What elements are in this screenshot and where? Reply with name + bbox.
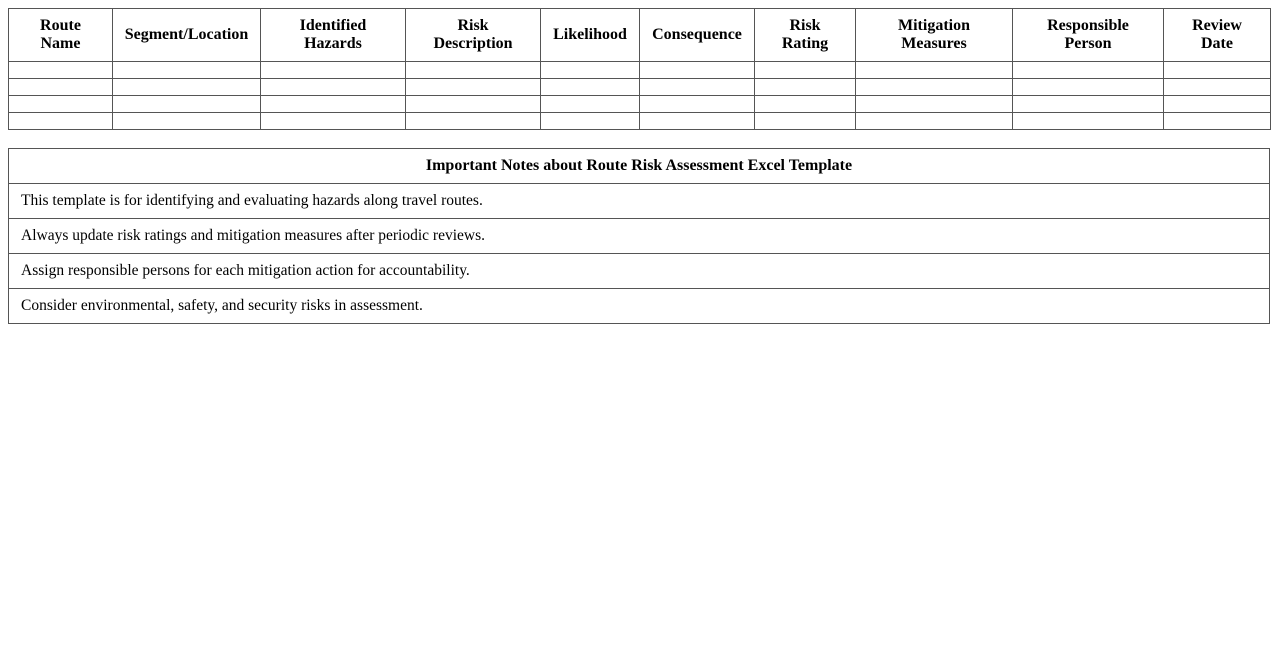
table-row	[9, 62, 1271, 79]
column-header-line1: Risk	[789, 17, 821, 34]
column-header-line1: Review	[1192, 17, 1242, 34]
column-header-risk-description[interactable]	[406, 9, 541, 62]
table-cell[interactable]	[1164, 79, 1271, 96]
column-header-identified-hazards[interactable]	[261, 9, 406, 62]
header-row	[9, 9, 1271, 62]
column-header-route-name[interactable]	[9, 9, 113, 62]
note-row	[9, 219, 1270, 254]
note-row	[9, 254, 1270, 289]
risk-table-body	[9, 62, 1271, 130]
column-header-line1: Consequence	[652, 26, 742, 43]
column-header-line2: Hazards	[304, 35, 362, 52]
table-cell[interactable]	[9, 113, 113, 130]
table-cell[interactable]	[541, 113, 640, 130]
table-row	[9, 79, 1271, 96]
column-header-line1: Likelihood	[553, 26, 627, 43]
table-cell[interactable]	[755, 96, 856, 113]
table-cell[interactable]	[755, 79, 856, 96]
table-cell[interactable]	[755, 62, 856, 79]
column-header-line1: Mitigation	[898, 17, 970, 34]
table-cell[interactable]	[1013, 62, 1164, 79]
column-header-line1: Identified	[299, 17, 367, 34]
table-cell[interactable]	[1164, 62, 1271, 79]
column-header-segment-location[interactable]	[113, 9, 261, 62]
column-header-line2: Person	[1064, 35, 1112, 52]
table-cell[interactable]	[856, 113, 1013, 130]
column-header-line2: Measures	[901, 35, 967, 52]
table-cell[interactable]	[9, 96, 113, 113]
column-header-risk-rating[interactable]	[755, 9, 856, 62]
table-cell[interactable]	[640, 96, 755, 113]
note-text: Consider environmental, safety, and security risks in assessment.	[9, 289, 1270, 324]
table-cell[interactable]	[541, 79, 640, 96]
table-cell[interactable]	[1164, 113, 1271, 130]
table-cell[interactable]	[113, 79, 261, 96]
table-cell[interactable]	[1013, 79, 1164, 96]
column-header-responsible-person[interactable]	[1013, 9, 1164, 62]
table-cell[interactable]	[261, 113, 406, 130]
column-header-line1: Risk	[457, 17, 489, 34]
table-cell[interactable]	[856, 79, 1013, 96]
notes-title-row	[9, 149, 1270, 184]
table-cell[interactable]	[406, 62, 541, 79]
note-text: Always update risk ratings and mitigation measures after periodic reviews.	[9, 219, 1270, 254]
column-header-mitigation-measures[interactable]	[856, 9, 1013, 62]
note-row	[9, 289, 1270, 324]
column-header-likelihood[interactable]	[541, 9, 640, 62]
table-cell[interactable]	[856, 62, 1013, 79]
note-text: This template is for identifying and evaluating hazards along travel routes.	[9, 184, 1270, 219]
table-cell[interactable]	[261, 96, 406, 113]
column-header-line2: Description	[433, 35, 513, 52]
notes-title: Important Notes about Route Risk Assessment Excel Template	[9, 149, 1270, 184]
table-cell[interactable]	[113, 113, 261, 130]
table-cell[interactable]	[406, 113, 541, 130]
table-cell[interactable]	[1013, 96, 1164, 113]
table-cell[interactable]	[541, 96, 640, 113]
route-risk-table	[8, 8, 1271, 130]
table-row	[9, 113, 1271, 130]
table-cell[interactable]	[755, 113, 856, 130]
note-text: Assign responsible persons for each mitigation action for accountability.	[9, 254, 1270, 289]
table-cell[interactable]	[9, 62, 113, 79]
table-cell[interactable]	[640, 79, 755, 96]
table-cell[interactable]	[1013, 113, 1164, 130]
table-cell[interactable]	[113, 96, 261, 113]
table-cell[interactable]	[261, 62, 406, 79]
column-header-line2: Name	[40, 35, 81, 52]
column-header-line1: Route	[40, 17, 81, 34]
table-cell[interactable]	[640, 113, 755, 130]
table-cell[interactable]	[856, 96, 1013, 113]
notes-table	[8, 148, 1270, 324]
table-row	[9, 96, 1271, 113]
table-cell[interactable]	[261, 79, 406, 96]
table-cell[interactable]	[406, 79, 541, 96]
table-cell[interactable]	[406, 96, 541, 113]
column-header-review-date[interactable]	[1164, 9, 1271, 62]
table-cell[interactable]	[113, 62, 261, 79]
column-header-line2: Date	[1201, 35, 1233, 52]
table-cell[interactable]	[640, 62, 755, 79]
column-header-line2: Rating	[781, 35, 829, 52]
column-header-consequence[interactable]	[640, 9, 755, 62]
note-row	[9, 184, 1270, 219]
column-header-line1: Responsible	[1047, 17, 1129, 34]
table-cell[interactable]	[9, 79, 113, 96]
column-header-line1: Segment/Location	[124, 26, 249, 43]
table-cell[interactable]	[1164, 96, 1271, 113]
table-cell[interactable]	[541, 62, 640, 79]
